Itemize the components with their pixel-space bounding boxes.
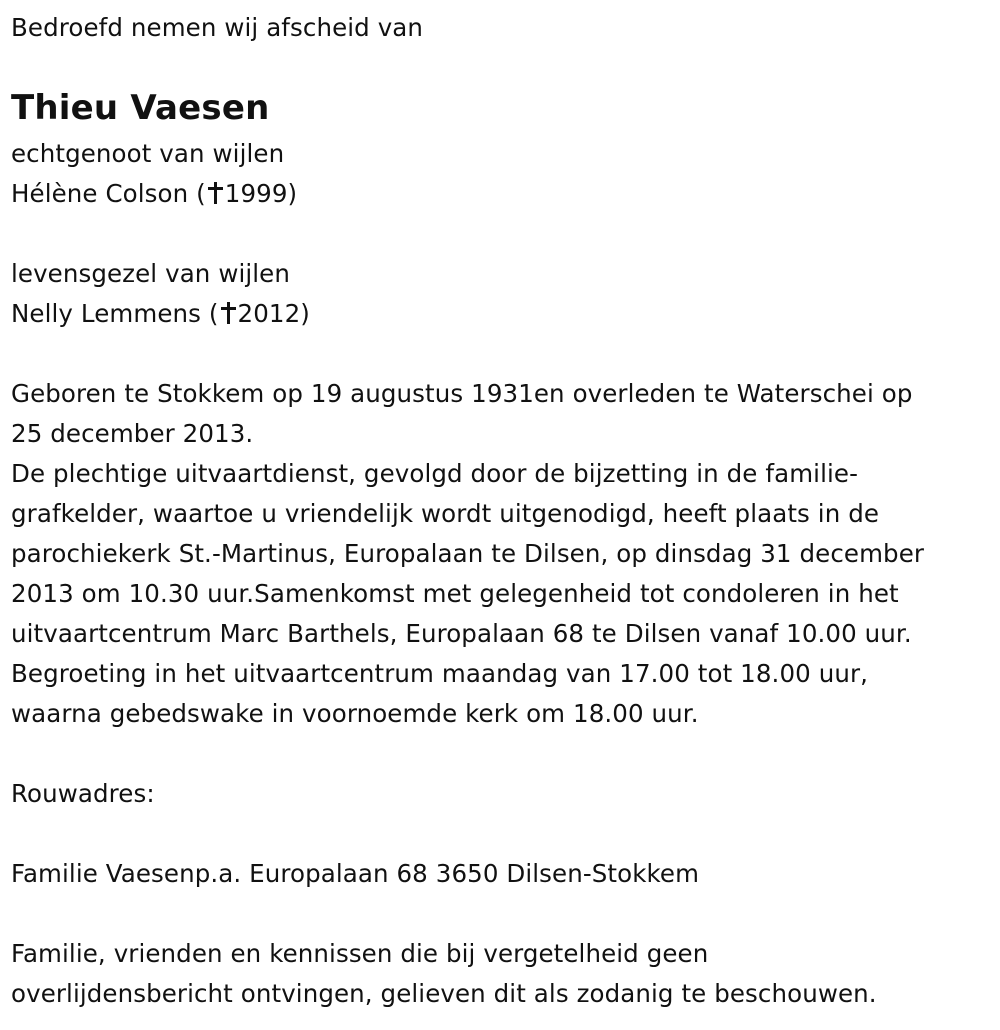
partner-line [11, 294, 990, 334]
spacer [11, 334, 990, 374]
closing-line: overlijdensbericht ontvingen, gelieven dit als zodanig te beschouwen. [11, 979, 877, 1008]
partner-death-year: 2012) [237, 299, 310, 328]
mourning-address: Familie Vaesenp.a. Europalaan 68 3650 Dilsen-Stokkem [11, 859, 700, 888]
spacer [11, 894, 990, 934]
intro-text: Bedroefd nemen wij afscheid van [11, 13, 424, 42]
spacer [11, 814, 990, 854]
body-line: uitvaartcentrum Marc Barthels, Europalaan 68 te Dilsen vanaf 10.00 uur. [11, 619, 912, 648]
spouse-name: Hélène Colson ( [11, 179, 206, 208]
spouse-relation: echtgenoot van wijlen [11, 139, 285, 168]
cross-icon [221, 302, 235, 324]
closing-line: Familie, vrienden en kennissen die bij vergetelheid geen [11, 939, 709, 968]
body-line: waarna gebedswake in voornoemde kerk om 18.00 uur. [11, 699, 699, 728]
deceased-name: Thieu Vaesen [11, 88, 270, 128]
cross-icon [208, 182, 222, 204]
spouse-line [11, 174, 990, 214]
body-line: Geboren te Stokkem op 19 augustus 1931en overleden te Waterschei op [11, 379, 913, 408]
body-line: parochiekerk St.-Martinus, Europalaan te Dilsen, op dinsdag 31 december [11, 539, 925, 568]
body-line: 25 december 2013. [11, 419, 254, 448]
notice-body [11, 374, 990, 734]
body-line: 2013 om 10.30 uur.Samenkomst met gelegenheid tot condoleren in het [11, 579, 899, 608]
spouse-death-year: 1999) [224, 179, 298, 208]
spacer [11, 214, 990, 254]
partner-name: Nelly Lemmens ( [11, 299, 219, 328]
body-line: De plechtige uitvaartdienst, gevolgd door de bijzetting in de familie- [11, 459, 859, 488]
body-line: grafkelder, waartoe u vriendelijk wordt uitgenodigd, heeft plaats in de [11, 499, 880, 528]
partner-relation: levensgezel van wijlen [11, 259, 290, 288]
closing-note [11, 934, 990, 1014]
spacer [11, 734, 990, 774]
body-line: Begroeting in het uitvaartcentrum maandag van 17.00 tot 18.00 uur, [11, 659, 869, 688]
address-label: Rouwadres: [11, 779, 155, 808]
